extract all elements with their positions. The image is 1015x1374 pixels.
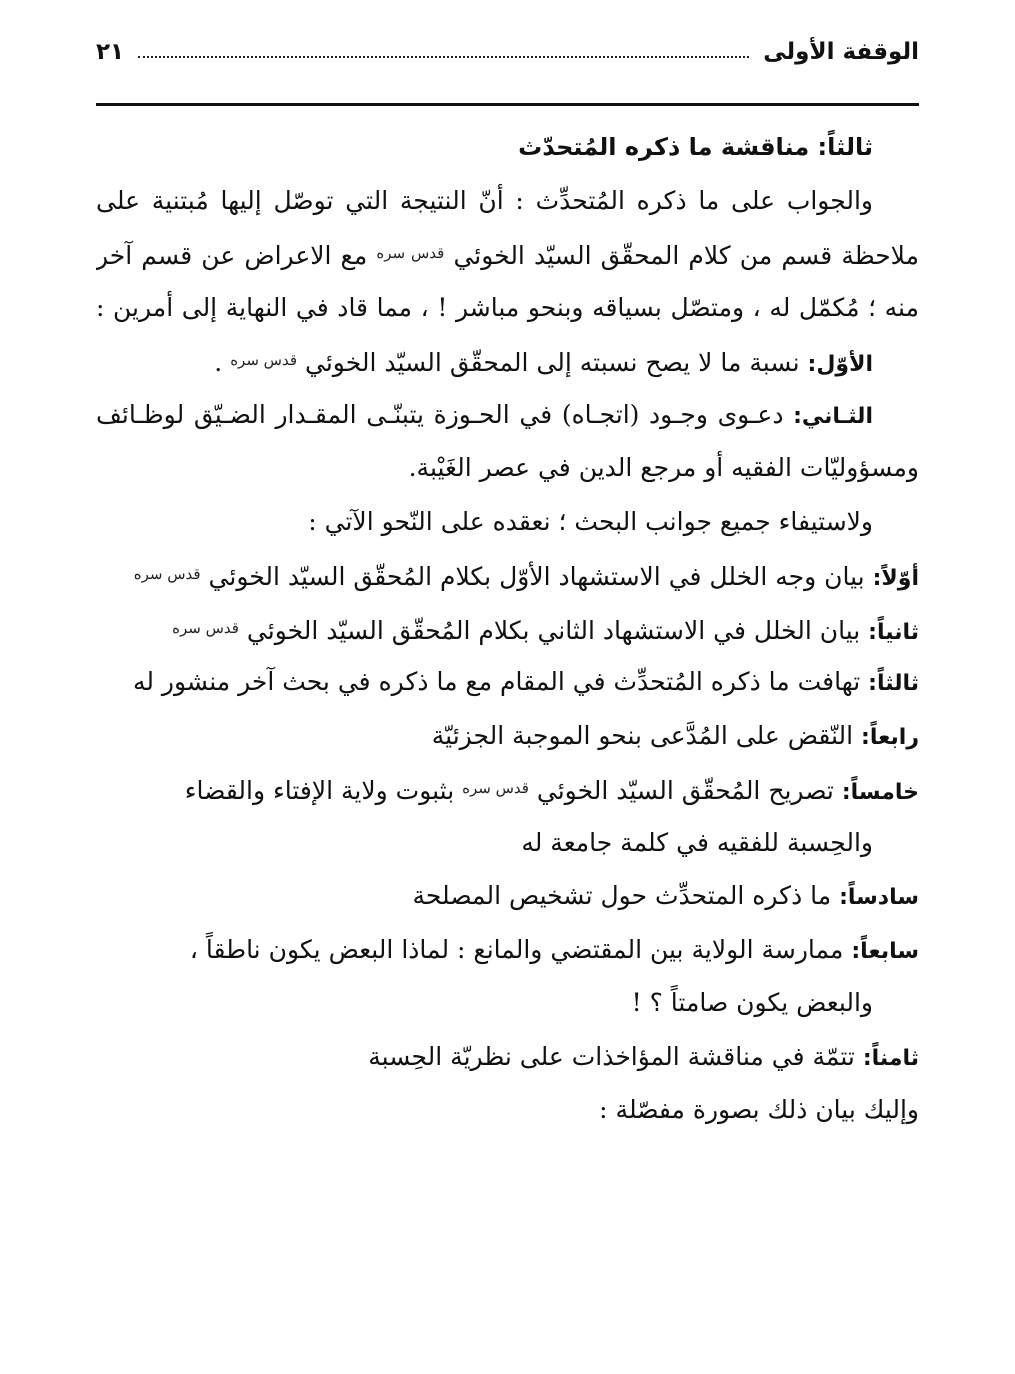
honorific-mark: قدس سره xyxy=(462,779,529,797)
item-text: تصريح المُحقّق السيّد الخوئي xyxy=(536,776,834,805)
paragraph-line xyxy=(96,227,919,281)
leader-dots xyxy=(138,56,749,58)
text: منه ؛ مُكمّل له ، ومتصّل بسياقه وبنحو مباشر ! ، مما قاد في النهاية إلى أمرين : xyxy=(96,292,919,322)
text: ولاستيفاء جميع جوانب البحث ؛ نعقده على النّحو الآتي : xyxy=(308,506,873,536)
item-term: أوّلاً: xyxy=(872,566,919,591)
item-term: خامساً: xyxy=(841,780,919,805)
page-body xyxy=(96,120,919,1137)
point-second xyxy=(96,388,919,442)
outline-item xyxy=(96,762,919,816)
outline-item-continued xyxy=(96,976,919,1030)
item-text: النّقض على المُدَّعى بنحو الموجبة الجزئيّة xyxy=(431,720,854,750)
outline-item xyxy=(96,602,919,656)
paragraph-line xyxy=(96,174,919,228)
point-term: الأوّل: xyxy=(807,352,873,377)
closing-line xyxy=(96,1083,919,1137)
item-text: بيان وجه الخلل في الاستشهاد الأوّل بكلام المُحقّق السيّد الخوئي xyxy=(208,562,865,591)
honorific-mark: قدس سره xyxy=(230,351,298,369)
item-term: سادساً: xyxy=(839,885,919,910)
outline-item xyxy=(96,1030,919,1084)
item-term: رابعاً: xyxy=(861,724,919,750)
outline-item xyxy=(96,923,919,977)
paragraph-line xyxy=(96,281,919,335)
item-term: ثامناً: xyxy=(862,1045,919,1071)
item-term: ثالثاً: xyxy=(868,671,919,696)
honorific-mark: قدس سره xyxy=(172,618,239,637)
section-heading: ثالثاً: مناقشة ما ذكره المُتحدّث xyxy=(518,133,873,161)
text: ملاحظة قسم من كلام المحقّق السيّد الخوئي xyxy=(453,241,919,270)
item-term: سابعاً: xyxy=(851,938,919,964)
text: مع الاعراض عن قسم آخر xyxy=(96,241,368,270)
item-text: ما ذكره المتحدِّث حول تشخيص المصلحة xyxy=(412,881,832,910)
item-text: بيان الخلل في الاستشهاد الثاني بكلام المُحقّق السيّد الخوئي xyxy=(246,615,861,645)
text: والجواب على ما ذكره المُتحدِّث : أنّ النتيجة التي توصّل إليها مُبتنية على xyxy=(96,185,873,215)
point-first xyxy=(96,334,919,388)
paragraph-line xyxy=(96,441,919,495)
item-term: ثانياً: xyxy=(868,619,919,645)
text: . xyxy=(214,348,223,377)
item-text: تتمّة في مناقشة المؤاخذات على نظريّة الحِسبة xyxy=(368,1041,855,1071)
outline-item xyxy=(96,869,919,923)
page-number: ٢١ xyxy=(96,39,125,65)
honorific-mark: قدس سره xyxy=(133,565,201,583)
text: نسبة ما لا يصح نسبته إلى المحقّق السيّد الخوئي xyxy=(304,348,800,377)
running-title: الوقفة الأولى xyxy=(763,39,919,65)
item-text: والبعض يكون صامتاً ؟ ! xyxy=(631,988,873,1017)
running-header xyxy=(96,30,919,74)
item-text: بثبوت ولاية الإفتاء والقضاء xyxy=(184,776,455,805)
outline-item xyxy=(96,709,919,763)
outline-intro xyxy=(96,495,919,549)
section-heading-line xyxy=(96,120,919,174)
item-text: تهافت ما ذكره المُتحدِّث في المقام مع ما ذكره في بحث آخر منشور له xyxy=(132,667,861,696)
outline-item xyxy=(96,655,919,709)
point-term: الثـاني: xyxy=(793,403,873,429)
item-text: والحِسبة للفقيه في كلمة جامعة له xyxy=(521,827,873,857)
outline-item xyxy=(96,548,919,602)
honorific-mark: قدس سره xyxy=(376,244,445,262)
outline-item-continued xyxy=(96,816,919,870)
text: وإليك بيان ذلك بصورة مفصّلة : xyxy=(599,1095,919,1124)
item-text: ممارسة الولاية بين المقتضي والمانع : لماذا البعض يكون ناطقاً ، xyxy=(189,934,844,964)
header-rule xyxy=(96,103,919,106)
text: ومسؤوليّات الفقيه أو مرجع الدين في عصر الغَيْبة. xyxy=(408,453,919,482)
text: دعـوى وجـود (اتجـاه) في الحـوزة يتبنّـى المقـدار الضـيّق لوظـائف xyxy=(96,399,784,429)
